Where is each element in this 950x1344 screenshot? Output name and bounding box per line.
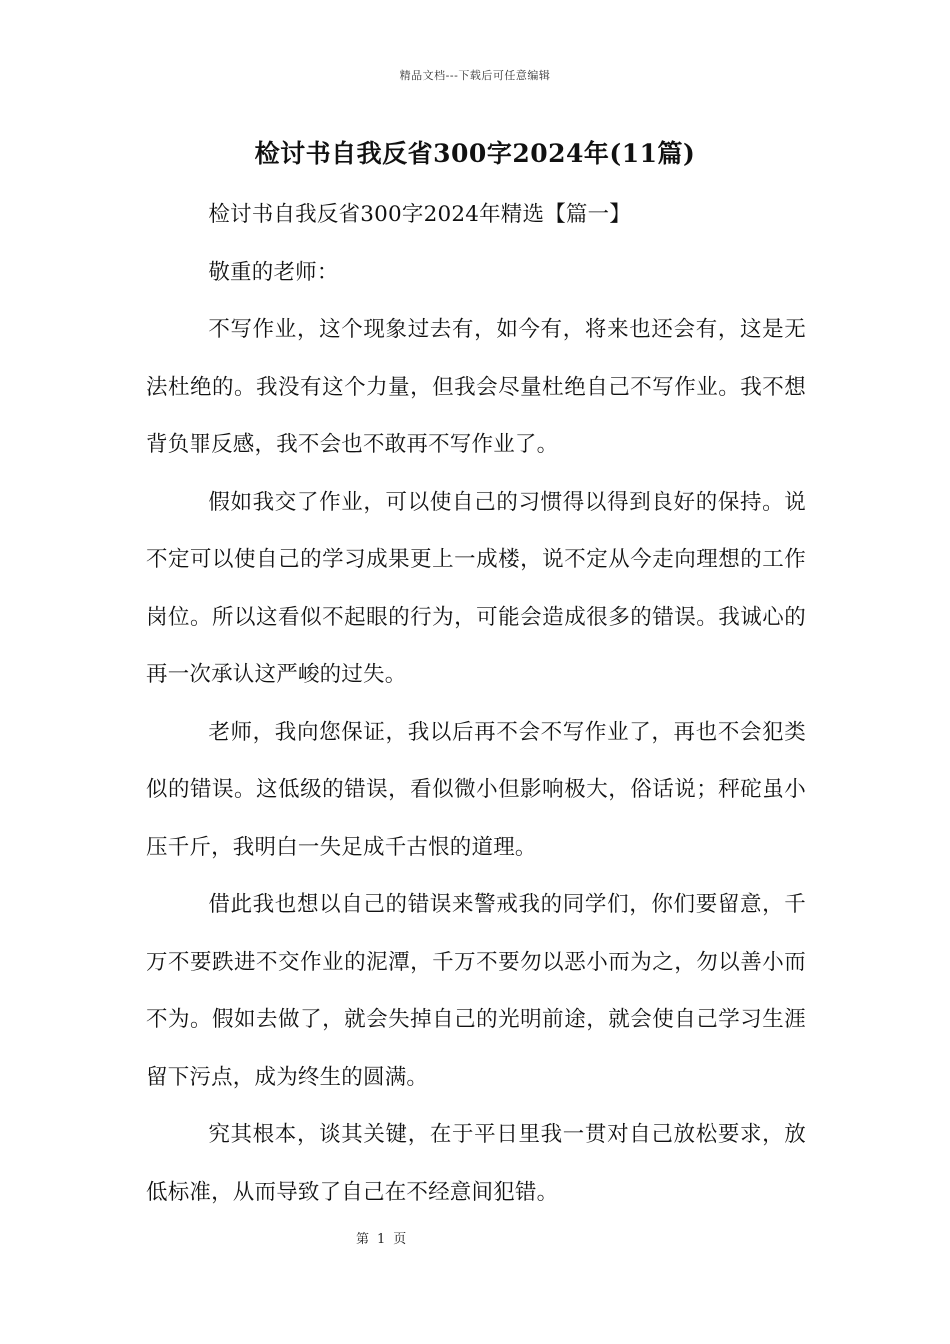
salutation: 敬重的老师： xyxy=(208,259,339,285)
document-body xyxy=(146,186,806,1221)
body-paragraph: 不写作业，这个现象过去有，如今有，将来也还会有，这是无法杜绝的。我没有这个力量，但我会尽量杜绝自己不写作业。我不想背负罪反感，我不会也不敢再不写作业了。 xyxy=(146,317,806,457)
page-footer xyxy=(356,1228,414,1247)
section-heading: 检讨书自我反省300字2024年精选【篇一】 xyxy=(208,202,631,227)
page-number: 1 xyxy=(377,1232,386,1247)
body-paragraph: 老师，我向您保证，我以后再不会不写作业了，再也不会犯类似的错误。这低级的错误，看似微小但影响极大，俗话说；秤砣虽小压千斤，我明白一失足成千古恨的道理。 xyxy=(146,719,806,860)
page-number-prefix: 第 xyxy=(356,1232,370,1247)
body-paragraph: 借此我也想以自己的错误来警戒我的同学们，你们要留意，千万不要跌进不交作业的泥潭，千万不要勿以恶小而为之，勿以善小而不为。假如去做了，就会失掉自己的光明前途，就会使自己学习生涯留下污点，成为终生的圆满。 xyxy=(146,892,806,1090)
body-paragraph: 假如我交了作业，可以使自己的习惯得以得到良好的保持。说不定可以使自己的学习成果更上一成楼，说不定从今走向理想的工作岗位。所以这看似不起眼的行为，可能会造成很多的错误。我诚心的再一次承认这严峻的过失。 xyxy=(146,489,806,687)
page-number-suffix: 页 xyxy=(393,1232,407,1247)
body-paragraph: 究其根本，谈其关键，在于平日里我一贯对自己放松要求，放低标准，从而导致了自己在不经意间犯错。 xyxy=(146,1122,806,1205)
document-title: 检讨书自我反省300字2024年(11篇) xyxy=(254,139,696,168)
page-header: 精品文档---下载后可任意编辑 xyxy=(399,69,551,82)
